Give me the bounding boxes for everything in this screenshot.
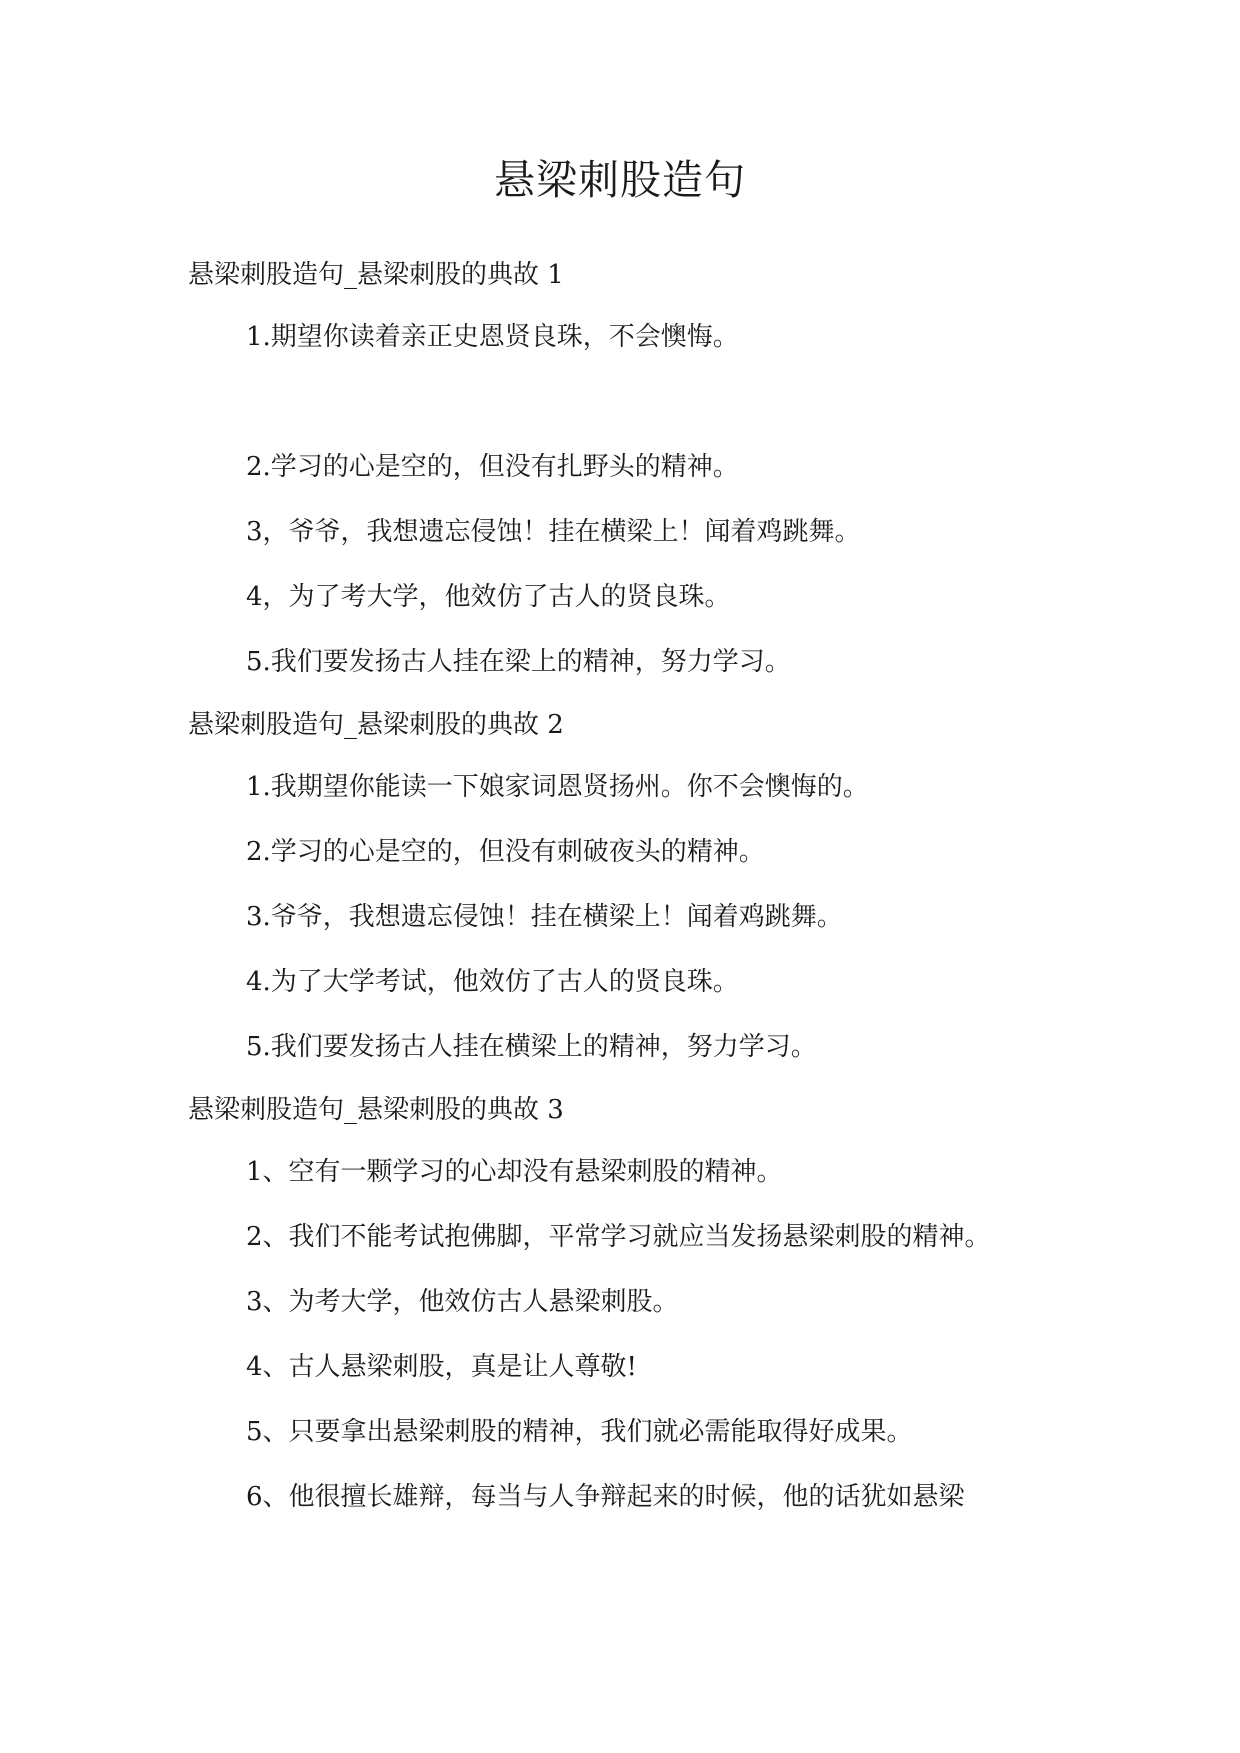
section-2 <box>188 695 1058 1080</box>
sentence-item: 5.我们要发扬古人挂在梁上的精神，努力学习。 <box>246 647 791 677</box>
sentence-item: 1、空有一颗学习的心却没有悬梁刺股的精神。 <box>246 1157 783 1187</box>
sentence-item: 5、只要拿出悬梁刺股的精神，我们就必需能取得好成果。 <box>246 1417 913 1447</box>
sentence-item: 2.学习的心是空的，但没有扎野头的精神。 <box>246 452 739 482</box>
sentence-item: 4、古人悬梁刺股，真是让人尊敬! <box>246 1352 637 1382</box>
sentence-item: 2.学习的心是空的，但没有刺破夜头的精神。 <box>246 837 765 867</box>
sentence-item: 2、我们不能考试抱佛脚，平常学习就应当发扬悬梁刺股的精神。 <box>246 1222 991 1252</box>
section-1 <box>188 245 1058 695</box>
sentence-item: 5.我们要发扬古人挂在横梁上的精神，努力学习。 <box>246 1032 817 1062</box>
sentence-item: 3，爷爷，我想遗忘侵蚀！挂在横梁上！闻着鸡跳舞。 <box>246 517 861 547</box>
sentence-item: 4.为了大学考试，他效仿了古人的贤良珠。 <box>246 967 739 997</box>
sentence-item: 4，为了考大学，他效仿了古人的贤良珠。 <box>246 582 731 612</box>
sentence-item: 1.我期望你能读一下娘家词恩贤扬州。你不会懊悔的。 <box>246 772 869 802</box>
section-heading: 悬梁刺股造句_悬梁刺股的典故 2 <box>188 710 564 740</box>
section-heading: 悬梁刺股造句_悬梁刺股的典故 1 <box>188 260 564 290</box>
document-body <box>188 245 1058 1530</box>
sentence-item: 3.爷爷，我想遗忘侵蚀！挂在横梁上！闻着鸡跳舞。 <box>246 902 843 932</box>
sentence-item: 1.期望你读着亲正史恩贤良珠，不会懊悔。 <box>246 322 739 352</box>
section-3 <box>188 1080 1058 1530</box>
sentence-item: 6、他很擅长雄辩，每当与人争辩起来的时候，他的话犹如悬梁 <box>246 1482 965 1512</box>
document-title: 悬梁刺股造句 <box>494 156 746 204</box>
section-heading: 悬梁刺股造句_悬梁刺股的典故 3 <box>188 1095 564 1125</box>
sentence-item: 3、为考大学，他效仿古人悬梁刺股。 <box>246 1287 679 1317</box>
